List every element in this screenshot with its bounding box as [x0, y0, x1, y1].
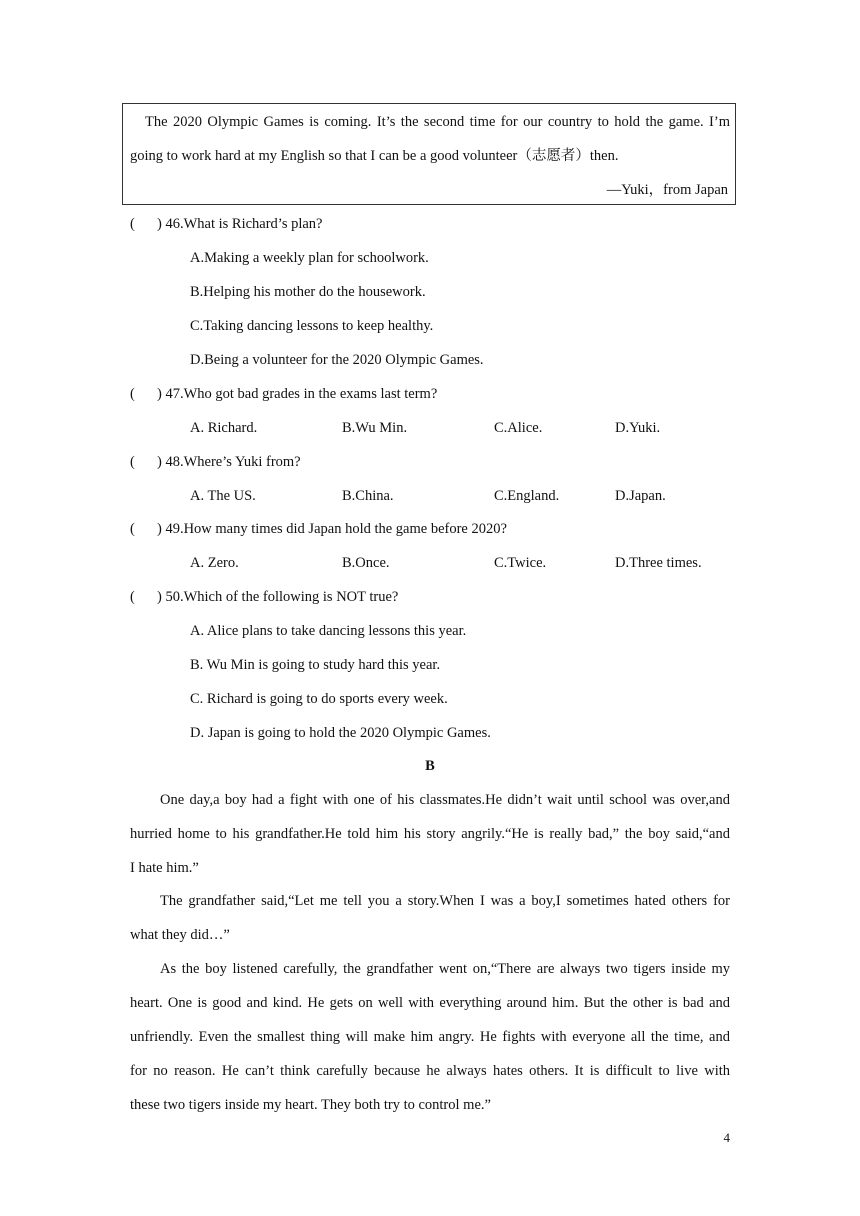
option-c: C.Taking dancing lessons to keep healthy.	[190, 318, 434, 334]
question-stem: ) 50.Which of the following is NOT true?	[157, 589, 399, 605]
option-b: B.China.	[342, 488, 394, 504]
passage-line: unfriendly. Even the smallest thing will make him angry. He fights with everyone all the time, and	[130, 1029, 730, 1045]
passage-line: As the boy listened carefully, the grandfather went on,“There are always two tigers inside my	[160, 961, 730, 977]
option-c: C.Twice.	[494, 555, 547, 571]
option-d: D.Japan.	[615, 488, 666, 504]
option-d: D.Three times.	[615, 555, 702, 571]
option-a: A. Alice plans to take dancing lessons this year.	[190, 623, 467, 639]
answer-bracket: (	[130, 216, 135, 232]
question-stem: ) 46.What is Richard’s plan?	[157, 216, 323, 232]
notice-line-1: The 2020 Olympic Games is coming. It’s the second time for our country to hold the game. I’m	[145, 114, 730, 130]
question-stem: ) 49.How many times did Japan hold the game before 2020?	[157, 521, 507, 537]
option-c: C.Alice.	[494, 420, 543, 436]
option-a: A. Richard.	[190, 420, 258, 436]
option-a: A. Zero.	[190, 555, 239, 571]
answer-bracket: (	[130, 454, 135, 470]
section-heading: B	[425, 758, 435, 774]
answer-bracket: (	[130, 386, 135, 402]
passage-line: what they did…”	[130, 927, 230, 943]
option-d: D.Being a volunteer for the 2020 Olympic Games.	[190, 352, 484, 368]
passage-line: these two tigers inside my heart. They both try to control me.”	[130, 1097, 491, 1113]
answer-bracket: (	[130, 521, 135, 537]
option-c: C.England.	[494, 488, 560, 504]
passage-line: for no reason. He can’t think carefully because he always hates others. It is difficult to live with	[130, 1063, 730, 1079]
option-b: B.Wu Min.	[342, 420, 408, 436]
notice-signature: —Yuki，from Japan	[606, 182, 728, 198]
passage-line: hurried home to his grandfather.He told him his story angrily.“He is really bad,” the boy said,“and	[130, 826, 730, 842]
question-stem: ) 48.Where’s Yuki from?	[157, 454, 301, 470]
page-number: 4	[723, 1130, 730, 1145]
passage-line: I hate him.”	[130, 860, 199, 876]
option-d: D.Yuki.	[615, 420, 661, 436]
notice-line-2: going to work hard at my English so that I can be a good volunteer（志愿者）then.	[130, 148, 619, 164]
option-a: A.Making a weekly plan for schoolwork.	[190, 250, 429, 266]
passage-line: One day,a boy had a fight with one of his classmates.He didn’t wait until school was over,and	[160, 792, 730, 808]
question-stem: ) 47.Who got bad grades in the exams last term?	[157, 386, 438, 402]
option-a: A. The US.	[190, 488, 256, 504]
passage-line: heart. One is good and kind. He gets on well with everything around him. But the other is bad and	[130, 995, 730, 1011]
answer-bracket: (	[130, 589, 135, 605]
option-b: B.Helping his mother do the housework.	[190, 284, 426, 300]
option-c: C. Richard is going to do sports every week.	[190, 691, 448, 707]
option-d: D. Japan is going to hold the 2020 Olympic Games.	[190, 725, 491, 741]
option-b: B.Once.	[342, 555, 390, 571]
option-b: B. Wu Min is going to study hard this year.	[190, 657, 441, 673]
passage-line: The grandfather said,“Let me tell you a story.When I was a boy,I sometimes hated others for	[160, 893, 730, 909]
